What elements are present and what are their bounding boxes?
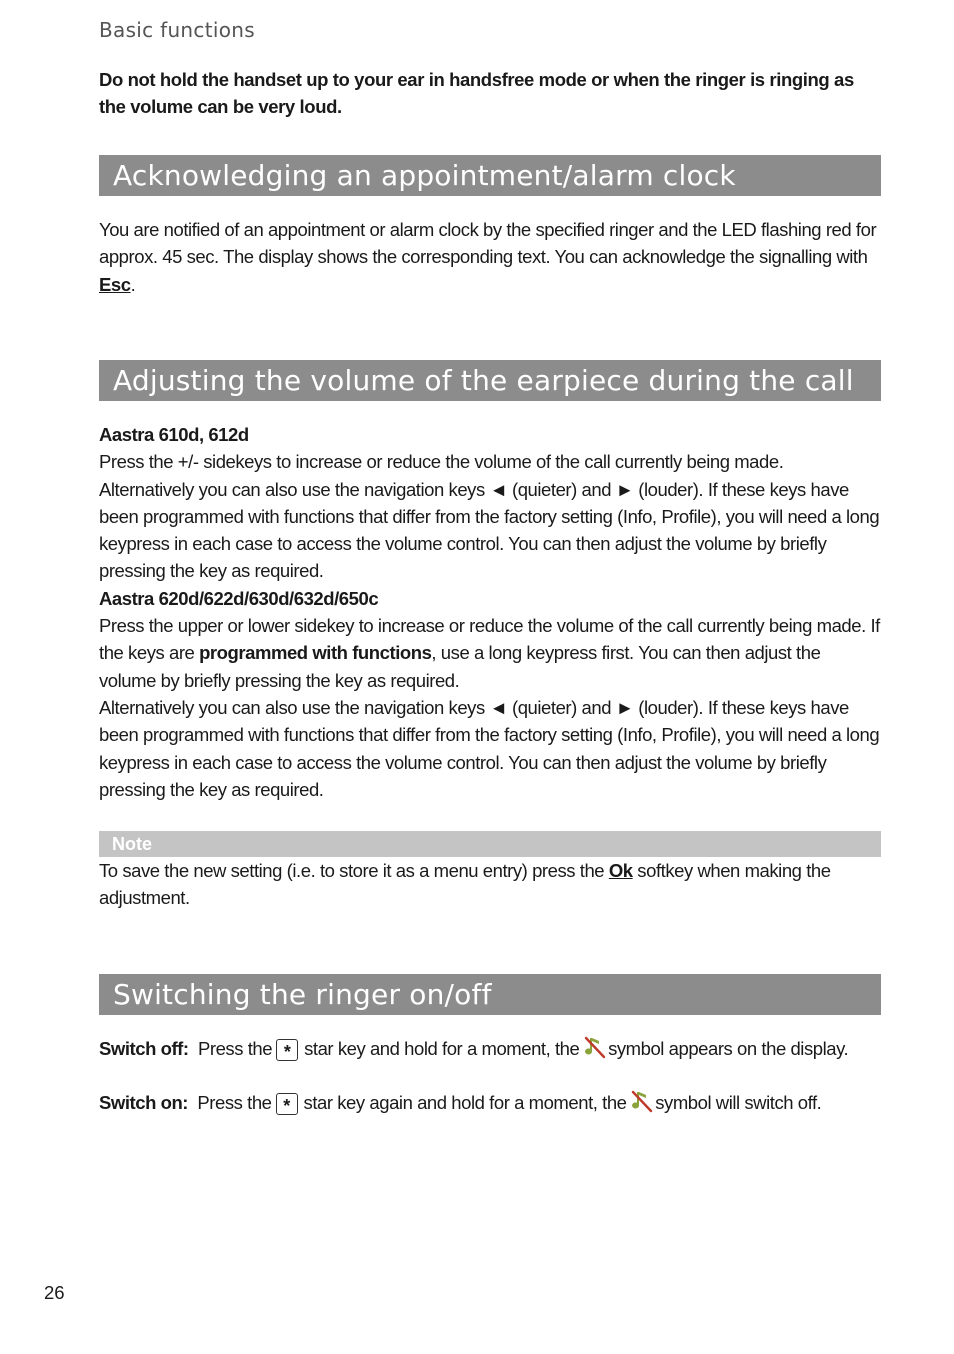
section-heading-appointment: Acknowledging an appointment/alarm clock — [99, 155, 881, 196]
star-key-icon: * — [276, 1039, 298, 1061]
note-label: Note — [99, 831, 881, 857]
section-heading-ringer: Switching the ringer on/off — [99, 974, 881, 1015]
model-heading-610d: Aastra 610d, 612d — [99, 424, 249, 445]
switch-off-row: Switch off: Press the * star key and hold for a moment, the symbol appears on the display. — [99, 1035, 881, 1063]
switch-on-label: Switch on: — [99, 1092, 189, 1113]
note-body: To save the new setting (i.e. to store it as a menu entry) press the Ok softkey when making the adjustment. — [99, 860, 831, 909]
star-key-icon: * — [276, 1093, 298, 1115]
esc-key: Esc — [99, 273, 131, 295]
volume-paragraph-1: Press the +/- sidekeys to increase or reduce the volume of the call currently being made. Alternatively you can also use the navigation keys ◄ (quieter) and ► (louder). If these keys have been programmed with functions that differ from the factory setting (Info, Profile), you will need a long keypress in each case to access the volume control. You can then adjust the volume by briefly pressing the key as required. — [99, 451, 880, 582]
ringer-off-icon — [631, 1089, 653, 1113]
appointment-text-end: . — [130, 273, 136, 295]
running-head: Basic functions — [99, 18, 255, 42]
volume-paragraph-3: Alternatively you can also use the navigation keys ◄ (quieter) and ► (louder). If these keys have been programmed with functions that differ from the factory setting (Info, Profile), you will need a long keypress in each case to access the volume control. You can then adjust the volume by briefly pressing the key as required. — [99, 696, 880, 800]
section-volume-body — [99, 421, 881, 803]
section-heading-volume: Adjusting the volume of the earpiece during the call — [99, 360, 881, 401]
switch-on-row: Switch on: Press the * star key again and hold for a moment, the symbol will switch off. — [99, 1089, 881, 1117]
section-appointment-body — [99, 216, 881, 298]
warning-text: Do not hold the handset up to your ear in handsfree mode or when the ringer is ringing as the volume can be very loud. — [99, 69, 854, 117]
model-heading-620d: Aastra 620d/622d/630d/632d/650c — [99, 587, 379, 609]
appointment-text: You are notified of an appointment or alarm clock by the specified ringer and the LED flashing red for approx. 45 sec. The display shows the corresponding text. You can acknowledge the signalling with — [99, 219, 877, 268]
switch-off-label: Switch off: — [99, 1038, 189, 1059]
volume-paragraph-2: Press the upper or lower sidekey to increase or reduce the volume of the call currently being made. If the keys are programmed with functions, use a long keypress first. You can then adjust the volume by briefly pressing the key as required. — [99, 615, 880, 691]
ringer-off-icon — [584, 1035, 606, 1059]
programmed-emphasis: programmed with functions — [199, 642, 432, 664]
ok-key: Ok — [608, 860, 633, 881]
page-number: 26 — [44, 1282, 65, 1303]
